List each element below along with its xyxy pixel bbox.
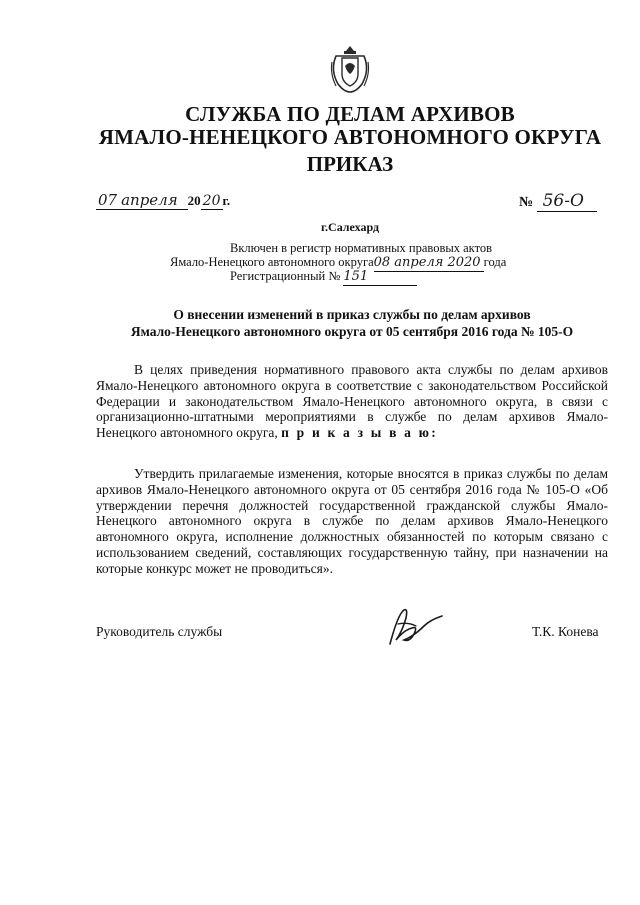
order-date bbox=[96, 191, 230, 210]
registration-number-handwritten: 151 bbox=[343, 269, 417, 286]
handwritten-signature bbox=[384, 604, 450, 652]
number-label: № bbox=[519, 195, 534, 210]
signatory-position: Руководитель службы bbox=[96, 624, 223, 639]
coat-of-arms-icon bbox=[328, 44, 372, 94]
city: г.Салехард bbox=[320, 220, 380, 234]
organization-name-line2: ЯМАЛО-НЕНЕЦКОГО АВТОНОМНОГО ОКРУГА bbox=[98, 125, 602, 149]
preamble-text: В целях приведения нормативного правового акта службы по делам архивов Ямало-Ненецкого автономного округа в соответствие с законодательством Российской Федерации и законодательством Ямало-Ненецкого автономного округа, в связи с организационно-штатными мероприятиями в службе по делам архивов Ямало-Ненецкого автономного округа, bbox=[96, 362, 608, 441]
preamble-paragraph bbox=[96, 362, 608, 441]
year-prefix: 20 bbox=[187, 193, 201, 208]
year-suffix: г. bbox=[222, 193, 231, 208]
document-subject bbox=[96, 306, 608, 340]
subject-line1: О внесении изменений в приказ службы по делам архивов bbox=[173, 307, 531, 322]
date-day-handwritten: 07 bbox=[98, 191, 118, 209]
document-type: ПРИКАЗ bbox=[306, 152, 394, 176]
registration-line2-suffix: года bbox=[483, 255, 507, 269]
order-command: п р и к а з ы в а ю: bbox=[281, 425, 438, 441]
order-paragraph: Утвердить прилагаемые изменения, которые вносятся в приказ службы по делам архивов Ямало-Ненецкого автономного округа от 05 сентября 2016 года № 105-О «Об утверждении перечня должностей государственной гражданской службы Ямало-Ненецкого автономного округа в службе по делам архивов Ямало-Ненецкого автономного округа, исполнение должностных обязанностей по которым связано с использованием сведений, составляющих государственную тайну, при назначении на которые конкурс может не проводиться». bbox=[96, 466, 608, 576]
organization-name-line1: СЛУЖБА ПО ДЕЛАМ АРХИВОВ bbox=[185, 102, 515, 126]
subject-line2: Ямало-Ненецкого автономного округа от 05 сентября 2016 года № 105-О bbox=[130, 324, 574, 339]
registration-line1: Включен в регистр нормативных правовых актов bbox=[230, 241, 493, 255]
date-month-handwritten: апреля bbox=[119, 191, 188, 210]
signatory-name: Т.К. Конева bbox=[532, 624, 599, 639]
number-handwritten: 56-О bbox=[537, 191, 597, 212]
registration-line2-prefix: Ямало-Ненецкого автономного округа bbox=[170, 255, 374, 269]
registration-date-handwritten: 08 апреля 2020 bbox=[374, 255, 484, 272]
registration-number-label: Регистрационный № bbox=[230, 269, 341, 283]
year-handwritten: 20 bbox=[202, 193, 221, 209]
registration-line3 bbox=[150, 268, 640, 286]
order-number bbox=[519, 191, 597, 212]
